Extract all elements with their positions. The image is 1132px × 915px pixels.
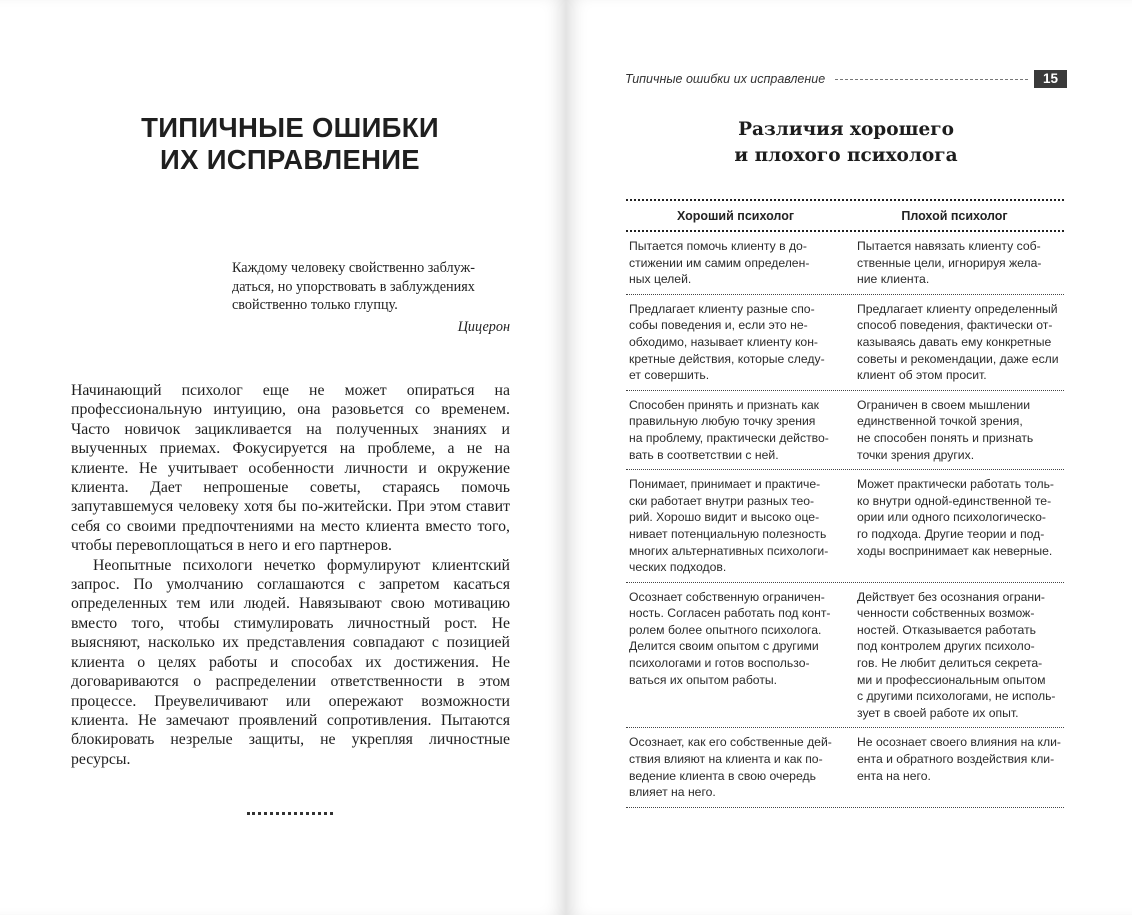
cell-line: ет совершить. xyxy=(629,368,710,383)
cell-line: ние клиента. xyxy=(857,272,930,287)
epigraph-line: Каждому человеку свойственно заблуж- xyxy=(232,260,475,276)
table-header xyxy=(626,199,1064,232)
cell-line: Делится своим опытом с другими xyxy=(629,639,819,654)
epigraph-line: даться, но упорствовать в заблуждениях xyxy=(232,278,475,295)
table-body xyxy=(626,232,1064,808)
cell-good-psychologist xyxy=(626,589,845,722)
cell-line: ролем более опытного психолога. xyxy=(629,622,822,637)
cell-line: Предлагает клиенту определенный xyxy=(857,301,1058,316)
epigraph-author: Цицерон xyxy=(457,318,510,335)
cell-line: с другими психологами, не исполь- xyxy=(857,689,1056,704)
cell-line: влияет на него. xyxy=(629,785,716,800)
cell-line: Действует без осознания ограни- xyxy=(857,589,1045,604)
cell-line: единственной точкой зрения, xyxy=(857,414,1023,429)
cell-line: под контролем других психоло- xyxy=(857,639,1035,654)
section-title-line: и плохого психолога xyxy=(734,145,958,166)
section-end-ornament xyxy=(247,812,333,816)
cell-line: Может практически работать толь- xyxy=(857,477,1054,492)
cell-line: казываясь давать ему конкретные xyxy=(857,334,1052,349)
cell-good-psychologist xyxy=(626,476,845,576)
cell-line: нивает потенциальную полезность xyxy=(629,526,827,541)
epigraph-line: свойственно только глупцу. xyxy=(232,297,398,313)
cell-line: не способен понять и признать xyxy=(857,430,1034,445)
cell-good-psychologist xyxy=(626,734,845,800)
cell-line: советы и рекомендации, даже если xyxy=(857,351,1059,366)
cell-line: ента на него. xyxy=(857,768,931,783)
section-title-line: Различия хорошего xyxy=(738,119,954,140)
paragraph: Начинающий психолог еще не может опираться на профессиональную интуицию, она разовьется со временем. Часто новичок зацикливается на полученных знаниях и выученных приемах. Фокусируется на проблеме, а не на клиенте. Не учитывает особенности личности и окружение клиента. Дает непрошеные советы, стараясь помочь запутавшемуся человеку хотя бы по-житейски. При этом ставит себя со своими предпочтениями на место клиента вместо того, чтобы перевоплощаться в него и его партнеров. xyxy=(71,382,510,555)
table-row xyxy=(626,295,1064,391)
cell-line: многих альтернативных психологи- xyxy=(629,543,829,558)
chapter-title xyxy=(60,112,520,176)
cell-line: ностей. Отказывается работать xyxy=(857,622,1037,637)
cell-line: способ поведения, фактически от- xyxy=(857,318,1053,333)
cell-line: стижении им самим определен- xyxy=(629,255,810,270)
cell-line: ченности собственных возмож- xyxy=(857,606,1035,621)
section-title xyxy=(676,117,1016,169)
cell-line: го подхода. Другие теории и под- xyxy=(857,526,1045,541)
body-text xyxy=(71,381,510,769)
table-row xyxy=(626,728,1064,807)
cell-line: Осознает собственную ограничен- xyxy=(629,589,825,604)
cell-line: психологами и готов воспользо- xyxy=(629,656,810,671)
header-good-psychologist: Хороший психолог xyxy=(676,209,795,223)
cell-line: клиент об этом просит. xyxy=(857,368,987,383)
cell-good-psychologist xyxy=(626,238,845,288)
cell-line: Ограничен в своем мышлении xyxy=(857,397,1031,412)
cell-line: рий. Хорошо видит и высоко оце- xyxy=(629,510,820,525)
cell-bad-psychologist xyxy=(845,476,1064,576)
cell-good-psychologist xyxy=(626,397,845,463)
cell-line: Способен принять и признать как xyxy=(629,397,819,412)
cell-bad-psychologist xyxy=(845,589,1064,722)
cell-line: ственные цели, игнорируя жела- xyxy=(857,255,1042,270)
cell-line: ность. Согласен работать под конт- xyxy=(629,606,831,621)
cell-line: ческих подходов. xyxy=(629,560,727,575)
cell-line: кретные действия, которые следу- xyxy=(629,351,825,366)
cell-line: собы поведения и, если это не- xyxy=(629,318,808,333)
cell-line: Пытается навязать клиенту соб- xyxy=(857,239,1041,253)
cell-line: ваться их опытом работы. xyxy=(629,672,778,687)
table-row xyxy=(626,583,1064,729)
cell-line: правильную любую точку зрения xyxy=(629,414,816,429)
cell-line: ми и профессиональным опытом xyxy=(857,672,1046,687)
chapter-title-line: ТИПИЧНЫЕ ОШИБКИ xyxy=(141,112,439,143)
cell-bad-psychologist xyxy=(845,238,1064,288)
table-row xyxy=(626,391,1064,470)
cell-line: ски работает внутри разных тео- xyxy=(629,493,815,508)
table-row xyxy=(626,470,1064,583)
paragraph: Неопытные психологи нечетко формулируют клиентский запрос. По умолчанию соглашаются с запретом касаться определенных тем или людей. Навязывают свою мотивацию вместо того, чтобы стимулировать личностный рост. Не выясняют, насколько их представления совпадают с позицией клиента о целях работы и способах их достижения. Не договариваются о распределении ответственности в этом процессе. Преувеличивают или опережают возможности клиента. Не замечают проявлений сопротивления. Пытаются блокировать незрелые защиты, не укрепляя личностные ресурсы. xyxy=(71,556,510,768)
cell-line: на проблему, практически действо- xyxy=(629,430,829,445)
table-row xyxy=(626,232,1064,295)
cell-line: Осознает, как его собственные дей- xyxy=(629,735,832,750)
cell-line: ко внутри одной-единственной те- xyxy=(857,493,1052,508)
cell-line: ствия влияют на клиента и как по- xyxy=(629,752,823,767)
cell-line: Понимает, принимает и практиче- xyxy=(629,477,821,492)
cell-bad-psychologist xyxy=(845,301,1064,384)
cell-line: Пытается помочь клиенту в до- xyxy=(629,239,807,253)
cell-line: Предлагает клиенту разные спо- xyxy=(629,301,815,316)
cell-line: ходы воспринимает как неверные. xyxy=(857,543,1053,558)
epigraph xyxy=(232,259,510,336)
cell-line: обходимо, называет клиенту кон- xyxy=(629,334,818,349)
running-head xyxy=(625,70,1067,88)
running-head-title: Типичные ошибки их исправление xyxy=(625,72,826,86)
running-head-divider xyxy=(835,79,1028,80)
cell-line: зует в своей работе их опыт. xyxy=(857,705,1019,720)
cell-bad-psychologist xyxy=(845,397,1064,463)
cell-good-psychologist xyxy=(626,301,845,384)
cell-line: ента и обратного воздействия кли- xyxy=(857,752,1055,767)
cell-line: гов. Не любит делиться секрета- xyxy=(857,656,1043,671)
cell-line: ории или одного психологическо- xyxy=(857,510,1046,525)
cell-line: ведение клиента в свою очередь xyxy=(629,768,816,783)
cell-line: ных целей. xyxy=(629,272,692,287)
page-number: 15 xyxy=(1034,70,1067,88)
header-bad-psychologist: Плохой психолог xyxy=(901,209,1008,223)
cell-line: вать в соответствии с ней. xyxy=(629,447,779,462)
cell-line: Не осознает своего влияния на кли- xyxy=(857,735,1061,750)
cell-line: точки зрения других. xyxy=(857,447,975,462)
cell-bad-psychologist xyxy=(845,734,1064,800)
comparison-table xyxy=(626,199,1064,808)
right-page xyxy=(566,0,1132,915)
chapter-title-line: ИХ ИСПРАВЛЕНИЕ xyxy=(160,144,420,175)
